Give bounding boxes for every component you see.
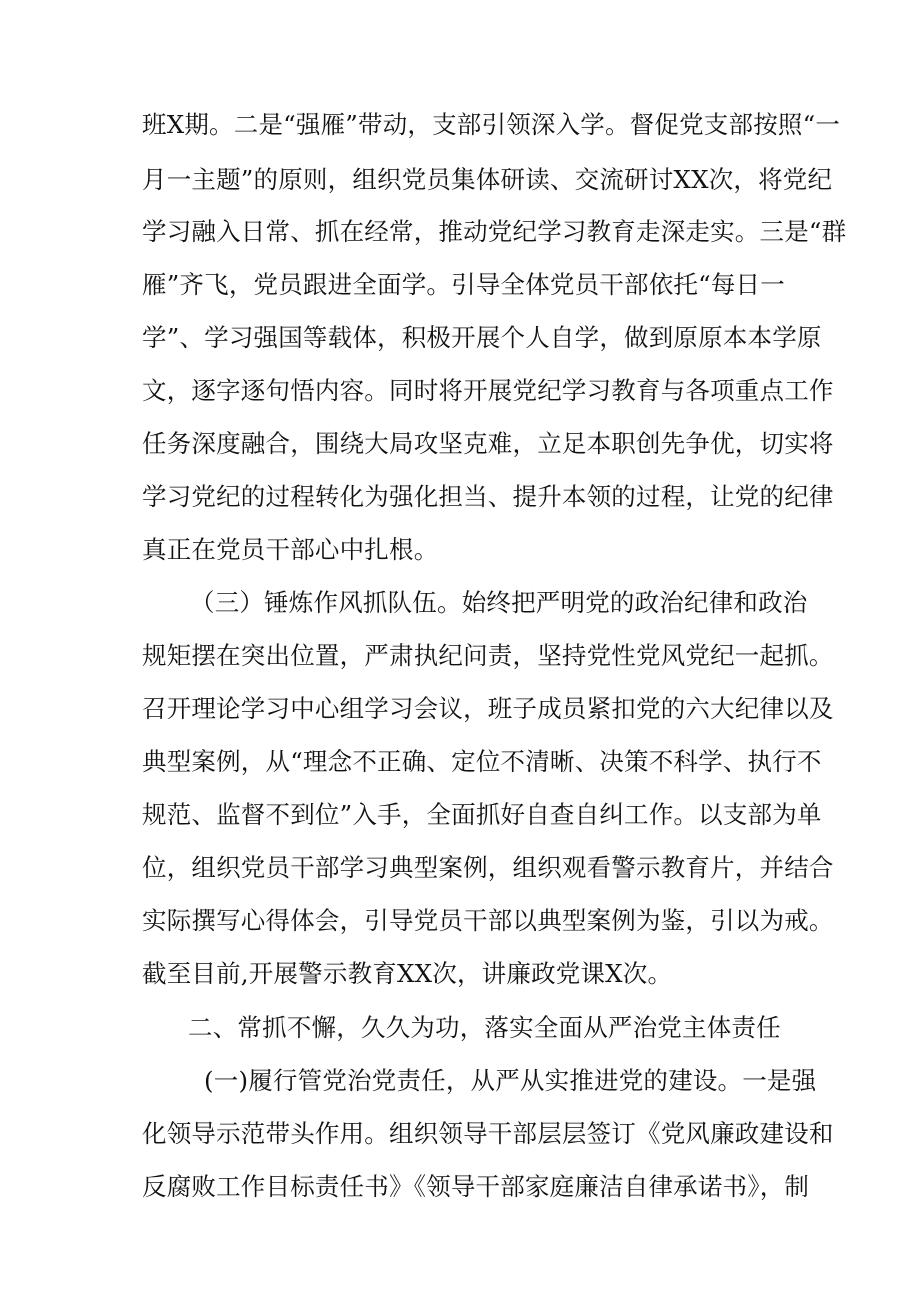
paragraph-line: 文，逐字逐句悟内容。同时将开展党纪学习教育与各项重点工作 (142, 376, 834, 405)
section-heading-line: （三）锤炼作风抓队伍。始终把严明党的政治纪律和政治 (190, 588, 808, 617)
paragraph-line: 规矩摆在突出位置，严肃执纪问责，坚持党性党风党纪一起抓。 (142, 641, 834, 670)
paragraph-line: 截至目前,开展警示教育XX次，讲廉政党课X次。 (142, 959, 673, 988)
paragraph-line: 雁”齐飞，党员跟进全面学。引导全体党员干部依托“每日一 (142, 270, 785, 299)
paragraph-line: 位，组织党员干部学习典型案例，组织观看警示教育片，并结合 (142, 853, 834, 882)
paragraph-line: 化领导示范带头作用。组织领导干部层层签订《党风廉政建设和 (142, 1119, 834, 1148)
paragraph-line: 真正在党员干部心中扎根。 (142, 535, 439, 564)
paragraph-line: 典型案例，从“理念不正确、定位不清晰、决策不科学、执行不 (142, 747, 822, 776)
paragraph-line: 实际撰写心得体会，引导党员干部以典型案例为鉴，引以为戒。 (142, 906, 834, 935)
paragraph-line: 规范、监督不到位”入手，全面抓好自查自纠工作。以支部为单 (142, 800, 822, 829)
paragraph-line: 学习党纪的过程转化为强化担当、提升本领的过程，让党的纪律 (142, 482, 834, 511)
paragraph-line: 召开理论学习中心组学习会议，班子成员紧扣党的六大纪律以及 (142, 694, 834, 723)
paragraph-line: 反腐败工作目标责任书》《领导干部家庭廉洁自律承诺书》，制 (142, 1172, 810, 1201)
paragraph-line: 学习融入日常、抓在经常，推动党纪学习教育走深走实。三是“群 (142, 217, 847, 246)
paragraph-line: 学”、学习强国等载体，积极开展个人自学，做到原原本本学原 (142, 323, 822, 352)
paragraph-line: 月一主题”的原则，组织党员集体研读、交流研讨XX次，将党纪 (142, 165, 833, 194)
paragraph-line: 任务深度融合，围绕大局攻坚克难，立足本职创先争优，切实将 (142, 429, 834, 458)
chapter-heading: 二、常抓不懈，久久为功，落实全面从严治党主体责任 (188, 1013, 781, 1042)
paragraph-line: 班X期。二是“强雁”带动，支部引领深入学。督促党支部按照“一 (142, 110, 841, 139)
section-heading-line: (一)履行管党治党责任，从严从实推进党的建设。一是强 (204, 1066, 817, 1095)
